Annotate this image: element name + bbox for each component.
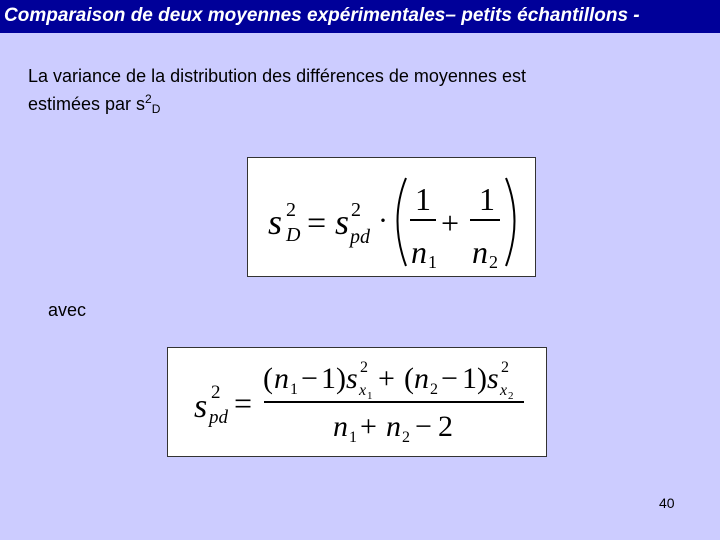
formula2-minus2: − [441,362,458,395]
formula2-den-n1-sub: 1 [349,429,357,446]
formula2-s-x1-exp: 2 [360,359,368,376]
formula2-den-n1: n [333,410,348,443]
formula2-rparen1: ) [336,362,346,395]
formula2-den-two: 2 [438,410,453,443]
intro-subscript: D [151,102,161,116]
formula2-s-x1: s [346,362,358,395]
formula-pooled-variance [168,348,546,456]
formula2-lparen1: ( [263,362,273,395]
intro-text [28,65,668,121]
formula1-dot: · [378,204,388,237]
formula2-plus-num: + [378,362,395,395]
formula1-right-paren [506,178,515,266]
formula2-num-n2: n [414,362,429,395]
formula1-s: s [268,202,283,242]
formula2-s-x2-sub: x [500,382,508,399]
formula1-n2: n [472,234,488,270]
formula1-plus: + [441,205,460,241]
formula2-s: s [194,388,208,425]
formula1-n2-sub: 2 [489,252,498,272]
formula2-rparen2: ) [477,362,487,395]
formula1-n1-sub: 1 [428,252,437,272]
formula2-minus1: − [301,362,318,395]
formula1-exp-pd: 2 [351,199,361,221]
formula2-s-x2-subsub: 2 [508,390,514,402]
intro-line-2 [28,88,668,121]
formula2-equals: = [234,385,253,421]
formula1-s-pd: s [335,202,350,242]
formula1-n1: n [411,234,427,270]
formula-box-variance-difference [247,157,536,277]
formula2-s-x2: s [487,362,499,395]
formula-variance-difference [248,158,535,276]
formula2-den-n2-sub: 2 [402,429,410,446]
formula2-s-x1-subsub: 1 [367,390,373,402]
formula1-num2: 1 [479,181,495,217]
intro-line-1: La variance de la distribution des différences de moyennes est [28,66,526,86]
formula2-num-n1: n [274,362,289,395]
formula2-one2: 1 [462,362,477,395]
page-number: 40 [659,495,675,511]
slide-title: Comparaison de deux moyennes expérimentales– petits échantillons - [4,5,640,26]
formula1-equals: = [307,205,327,242]
intro-superscript: 2 [145,92,152,106]
formula2-s-x1-sub: x [359,382,367,399]
title-bar [0,0,720,33]
avec-label: avec [48,300,87,320]
formula2-num-n1-sub: 1 [290,381,298,398]
formula2-num-n2-sub: 2 [430,381,438,398]
formula2-one1: 1 [321,362,336,395]
formula1-sub-pd: pd [350,226,370,248]
formula1-num1: 1 [415,181,431,217]
formula2-lparen2: ( [404,362,414,395]
formula2-s-x2-exp: 2 [501,359,509,376]
formula1-exp: 2 [286,199,296,221]
formula2-den-n2: n [386,410,401,443]
intro-line-2-text: estimées par s [28,94,146,114]
formula1-left-paren [398,178,407,266]
formula1-sub-d: D [286,224,301,246]
formula2-exp: 2 [211,382,221,403]
formula-box-pooled-variance [167,347,547,457]
formula2-sub-pd: pd [209,407,228,428]
formula2-den-plus: + [360,410,377,443]
formula2-den-minus: − [415,410,432,443]
